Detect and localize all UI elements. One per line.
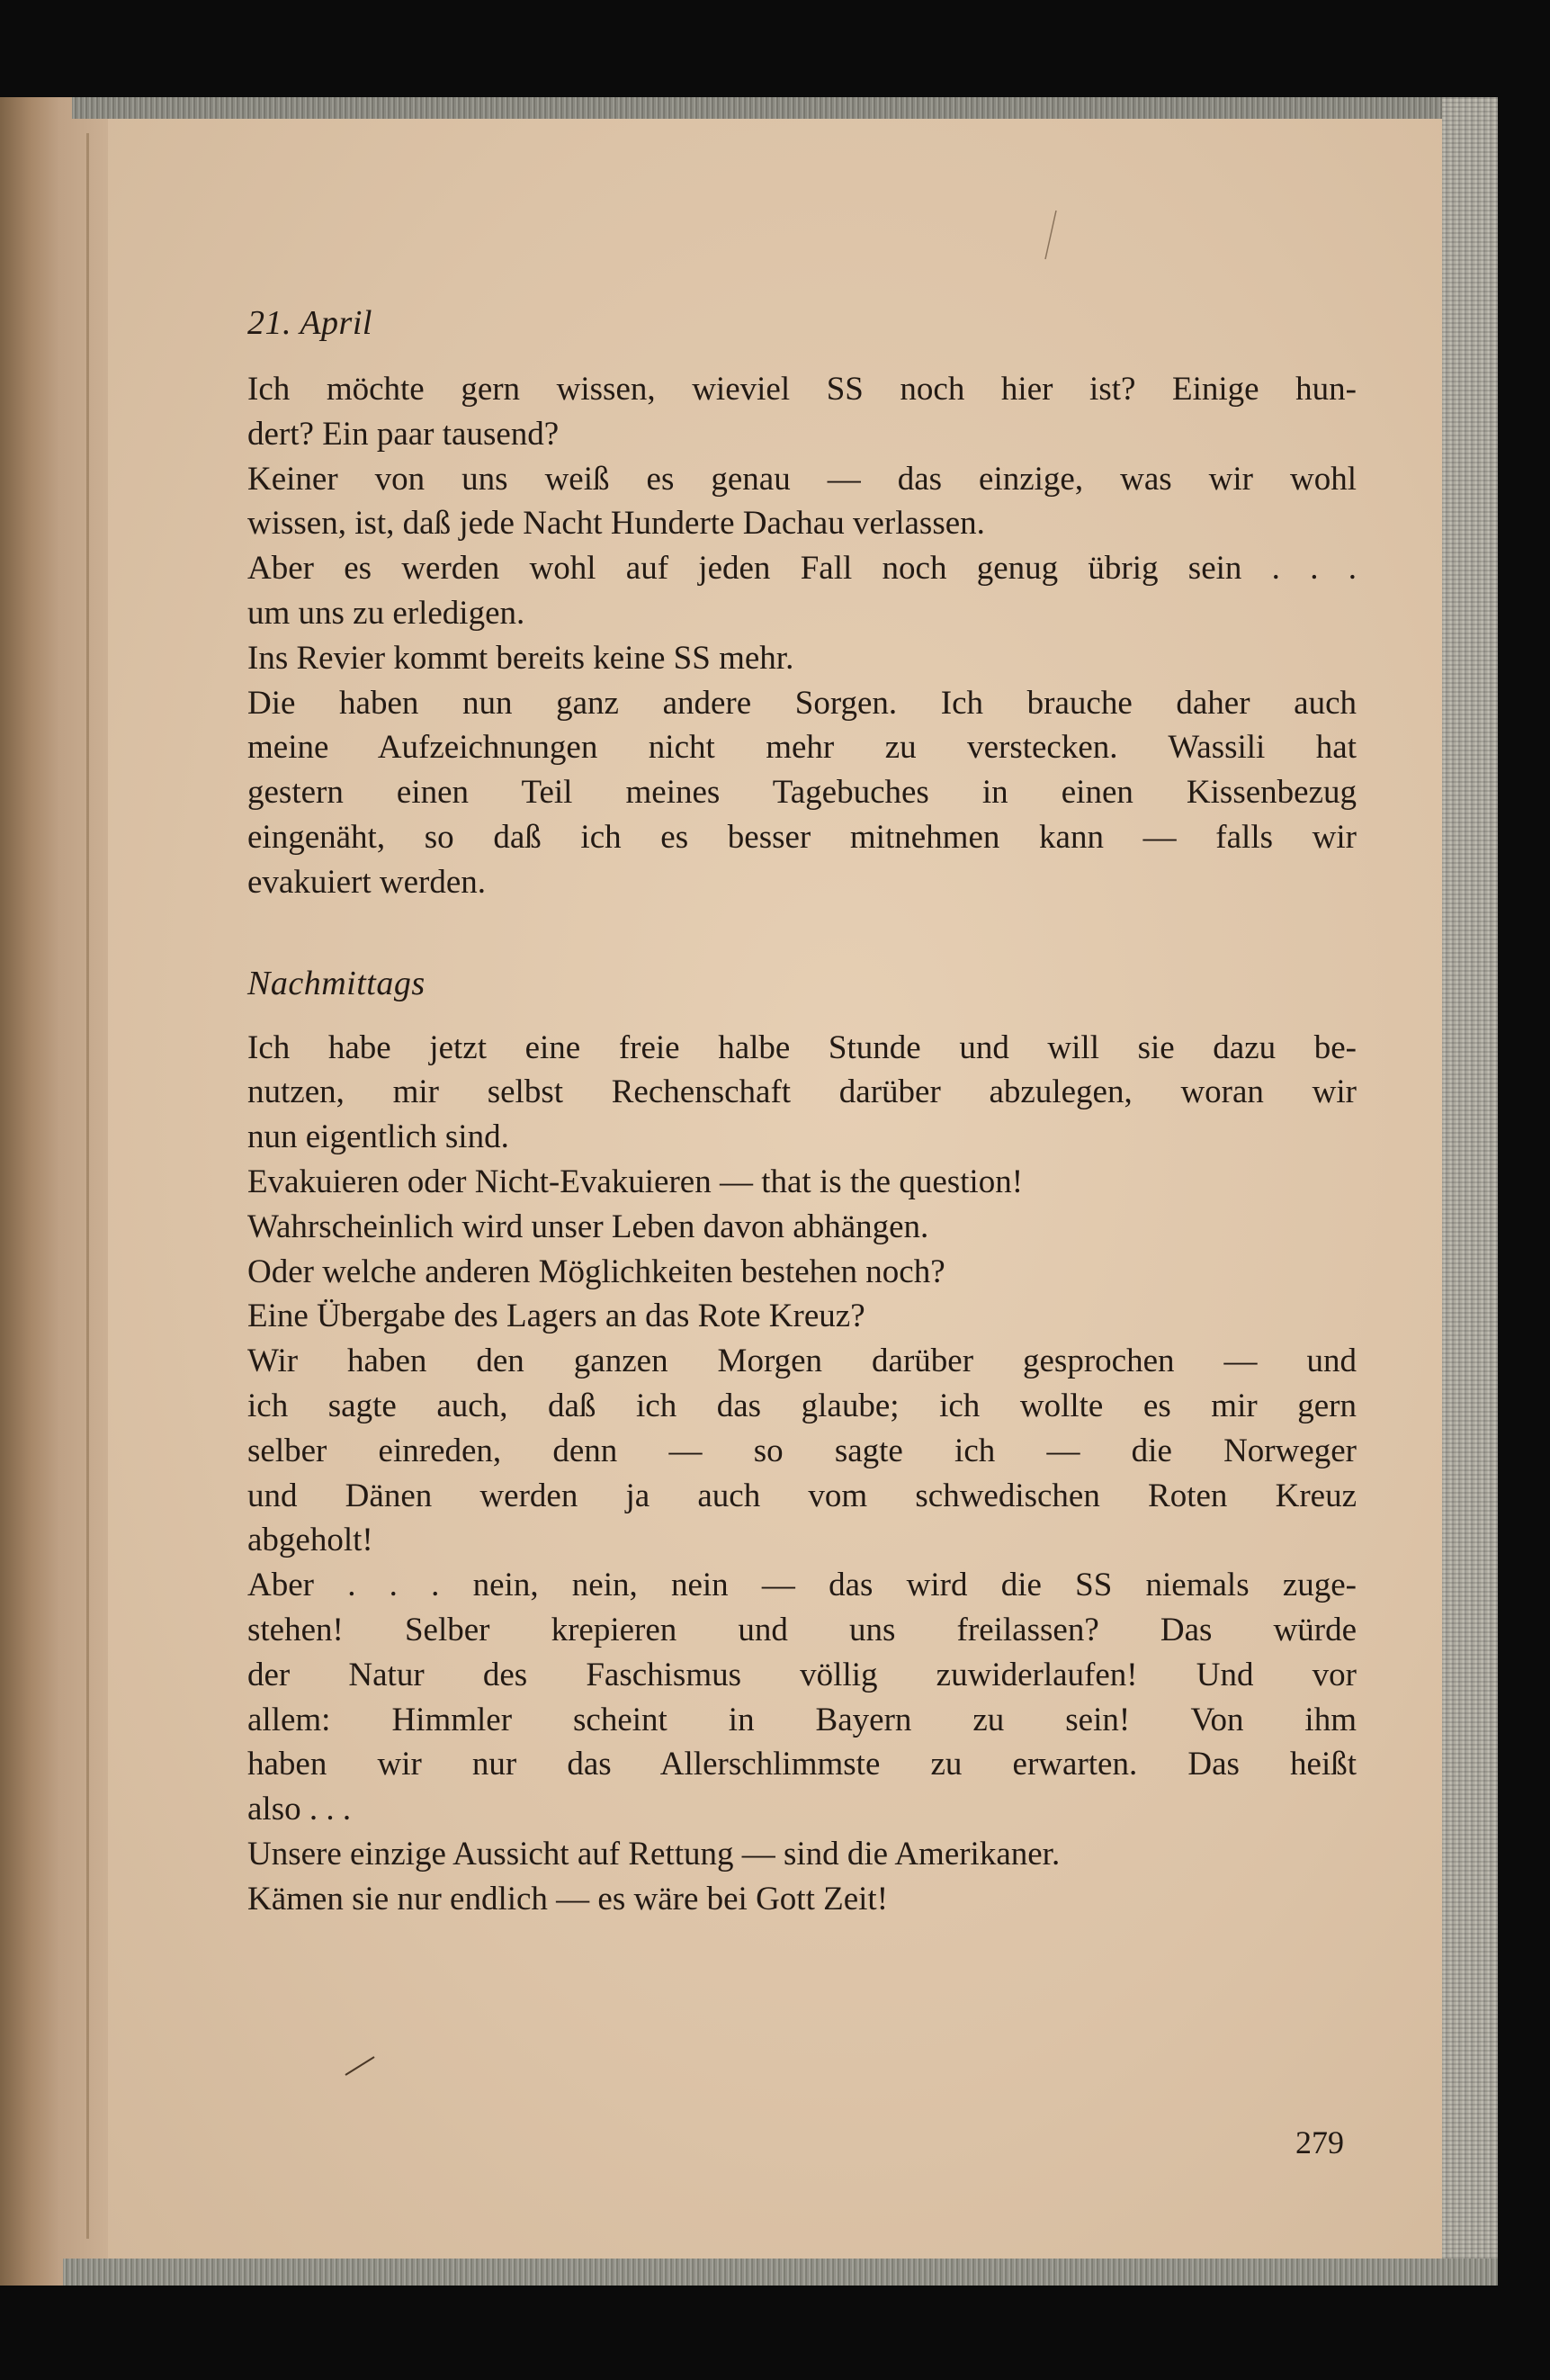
page-text-block xyxy=(247,301,1357,1922)
spine-fold-line xyxy=(86,133,89,2239)
text-line: Wir haben den ganzen Morgen darüber gesprochen — und xyxy=(247,1343,1357,1380)
text-line: Die haben nun ganz andere Sorgen. Ich brauche daher auch xyxy=(247,684,1357,722)
book-cover-right-edge xyxy=(1442,97,1498,2286)
text-line: Oder welche anderen Möglichkeiten bestehen noch? xyxy=(247,1253,945,1290)
text-line: Wahrscheinlich wird unser Leben davon abhängen. xyxy=(247,1208,929,1245)
text-line: Unsere einzige Aussicht auf Rettung — sind die Amerikaner. xyxy=(247,1835,1061,1873)
text-line: Evakuieren oder Nicht-Evakuieren — that is the question! xyxy=(247,1163,1024,1200)
text-line: der Natur des Faschismus völlig zuwiderlaufen! Und vor xyxy=(247,1656,1357,1693)
text-line: also . . . xyxy=(247,1791,352,1828)
text-line: evakuiert werden. xyxy=(247,863,487,901)
text-line: Ich möchte gern wissen, wieviel SS noch hier ist? Einige hun- xyxy=(247,371,1357,408)
text-line: eingenäht, so daß ich es besser mitnehmen kann — falls wir xyxy=(247,818,1357,856)
text-line: allem: Himmler scheint in Bayern zu sein! Von ihm xyxy=(247,1701,1357,1738)
text-line: wissen, ist, daß jede Nacht Hunderte Dachau verlassen. xyxy=(247,505,985,543)
pencil-stroke-mark xyxy=(342,2053,378,2080)
text-line: um uns zu erledigen. xyxy=(247,594,525,632)
text-line: abgeholt! xyxy=(247,1522,373,1559)
text-line: haben wir nur das Allerschlimmste zu erwarten. Das heißt xyxy=(247,1746,1357,1783)
section-heading-afternoon: Nachmittags xyxy=(247,964,426,1002)
text-line: gestern einen Teil meines Tagebuches in einen Kissenbezug xyxy=(247,774,1357,812)
book-page xyxy=(108,119,1442,2259)
text-line: nun eigentlich sind. xyxy=(247,1118,509,1156)
text-line: Eine Übergabe des Lagers an das Rote Kreuz? xyxy=(247,1298,865,1335)
section-body-afternoon xyxy=(247,1026,1357,1922)
text-line: Ich habe jetzt eine freie halbe Stunde und will sie dazu be- xyxy=(247,1028,1357,1066)
section-heading-date: 21. April xyxy=(247,304,372,342)
text-line: dert? Ein paar tausend? xyxy=(247,415,560,453)
pencil-stroke-mark-top xyxy=(1042,209,1060,263)
text-line: Keiner von uns weiß es genau — das einzige, was wir wohl xyxy=(247,460,1357,498)
text-line: Aber . . . nein, nein, nein — das wird die SS niemals zuge- xyxy=(247,1567,1357,1604)
text-line: selber einreden, denn — so sagte ich — die Norweger xyxy=(247,1432,1357,1469)
text-line: Kämen sie nur endlich — es wäre bei Gott Zeit! xyxy=(247,1880,889,1917)
text-line: meine Aufzeichnungen nicht mehr zu verstecken. Wassili hat xyxy=(247,729,1357,767)
text-line: nutzen, mir selbst Rechenschaft darüber abzulegen, woran wir xyxy=(247,1073,1357,1111)
book xyxy=(0,97,1498,2286)
page-number: 279 xyxy=(1295,2124,1344,2160)
section-body-date xyxy=(247,367,1357,905)
book-cover-bottom-edge xyxy=(63,2259,1498,2286)
text-line: ich sagte auch, daß ich das glaube; ich wollte es mir gern xyxy=(247,1387,1357,1424)
book-spine-edge xyxy=(0,97,108,2286)
text-line: stehen! Selber krepieren und uns freilassen? Das würde xyxy=(247,1611,1357,1648)
text-line: Aber es werden wohl auf jeden Fall noch genug übrig sein . . . xyxy=(247,550,1357,588)
book-cover-top-edge xyxy=(72,97,1498,119)
text-line: und Dänen werden ja auch vom schwedischen Roten Kreuz xyxy=(247,1477,1357,1514)
text-line: Ins Revier kommt bereits keine SS mehr. xyxy=(247,639,794,677)
